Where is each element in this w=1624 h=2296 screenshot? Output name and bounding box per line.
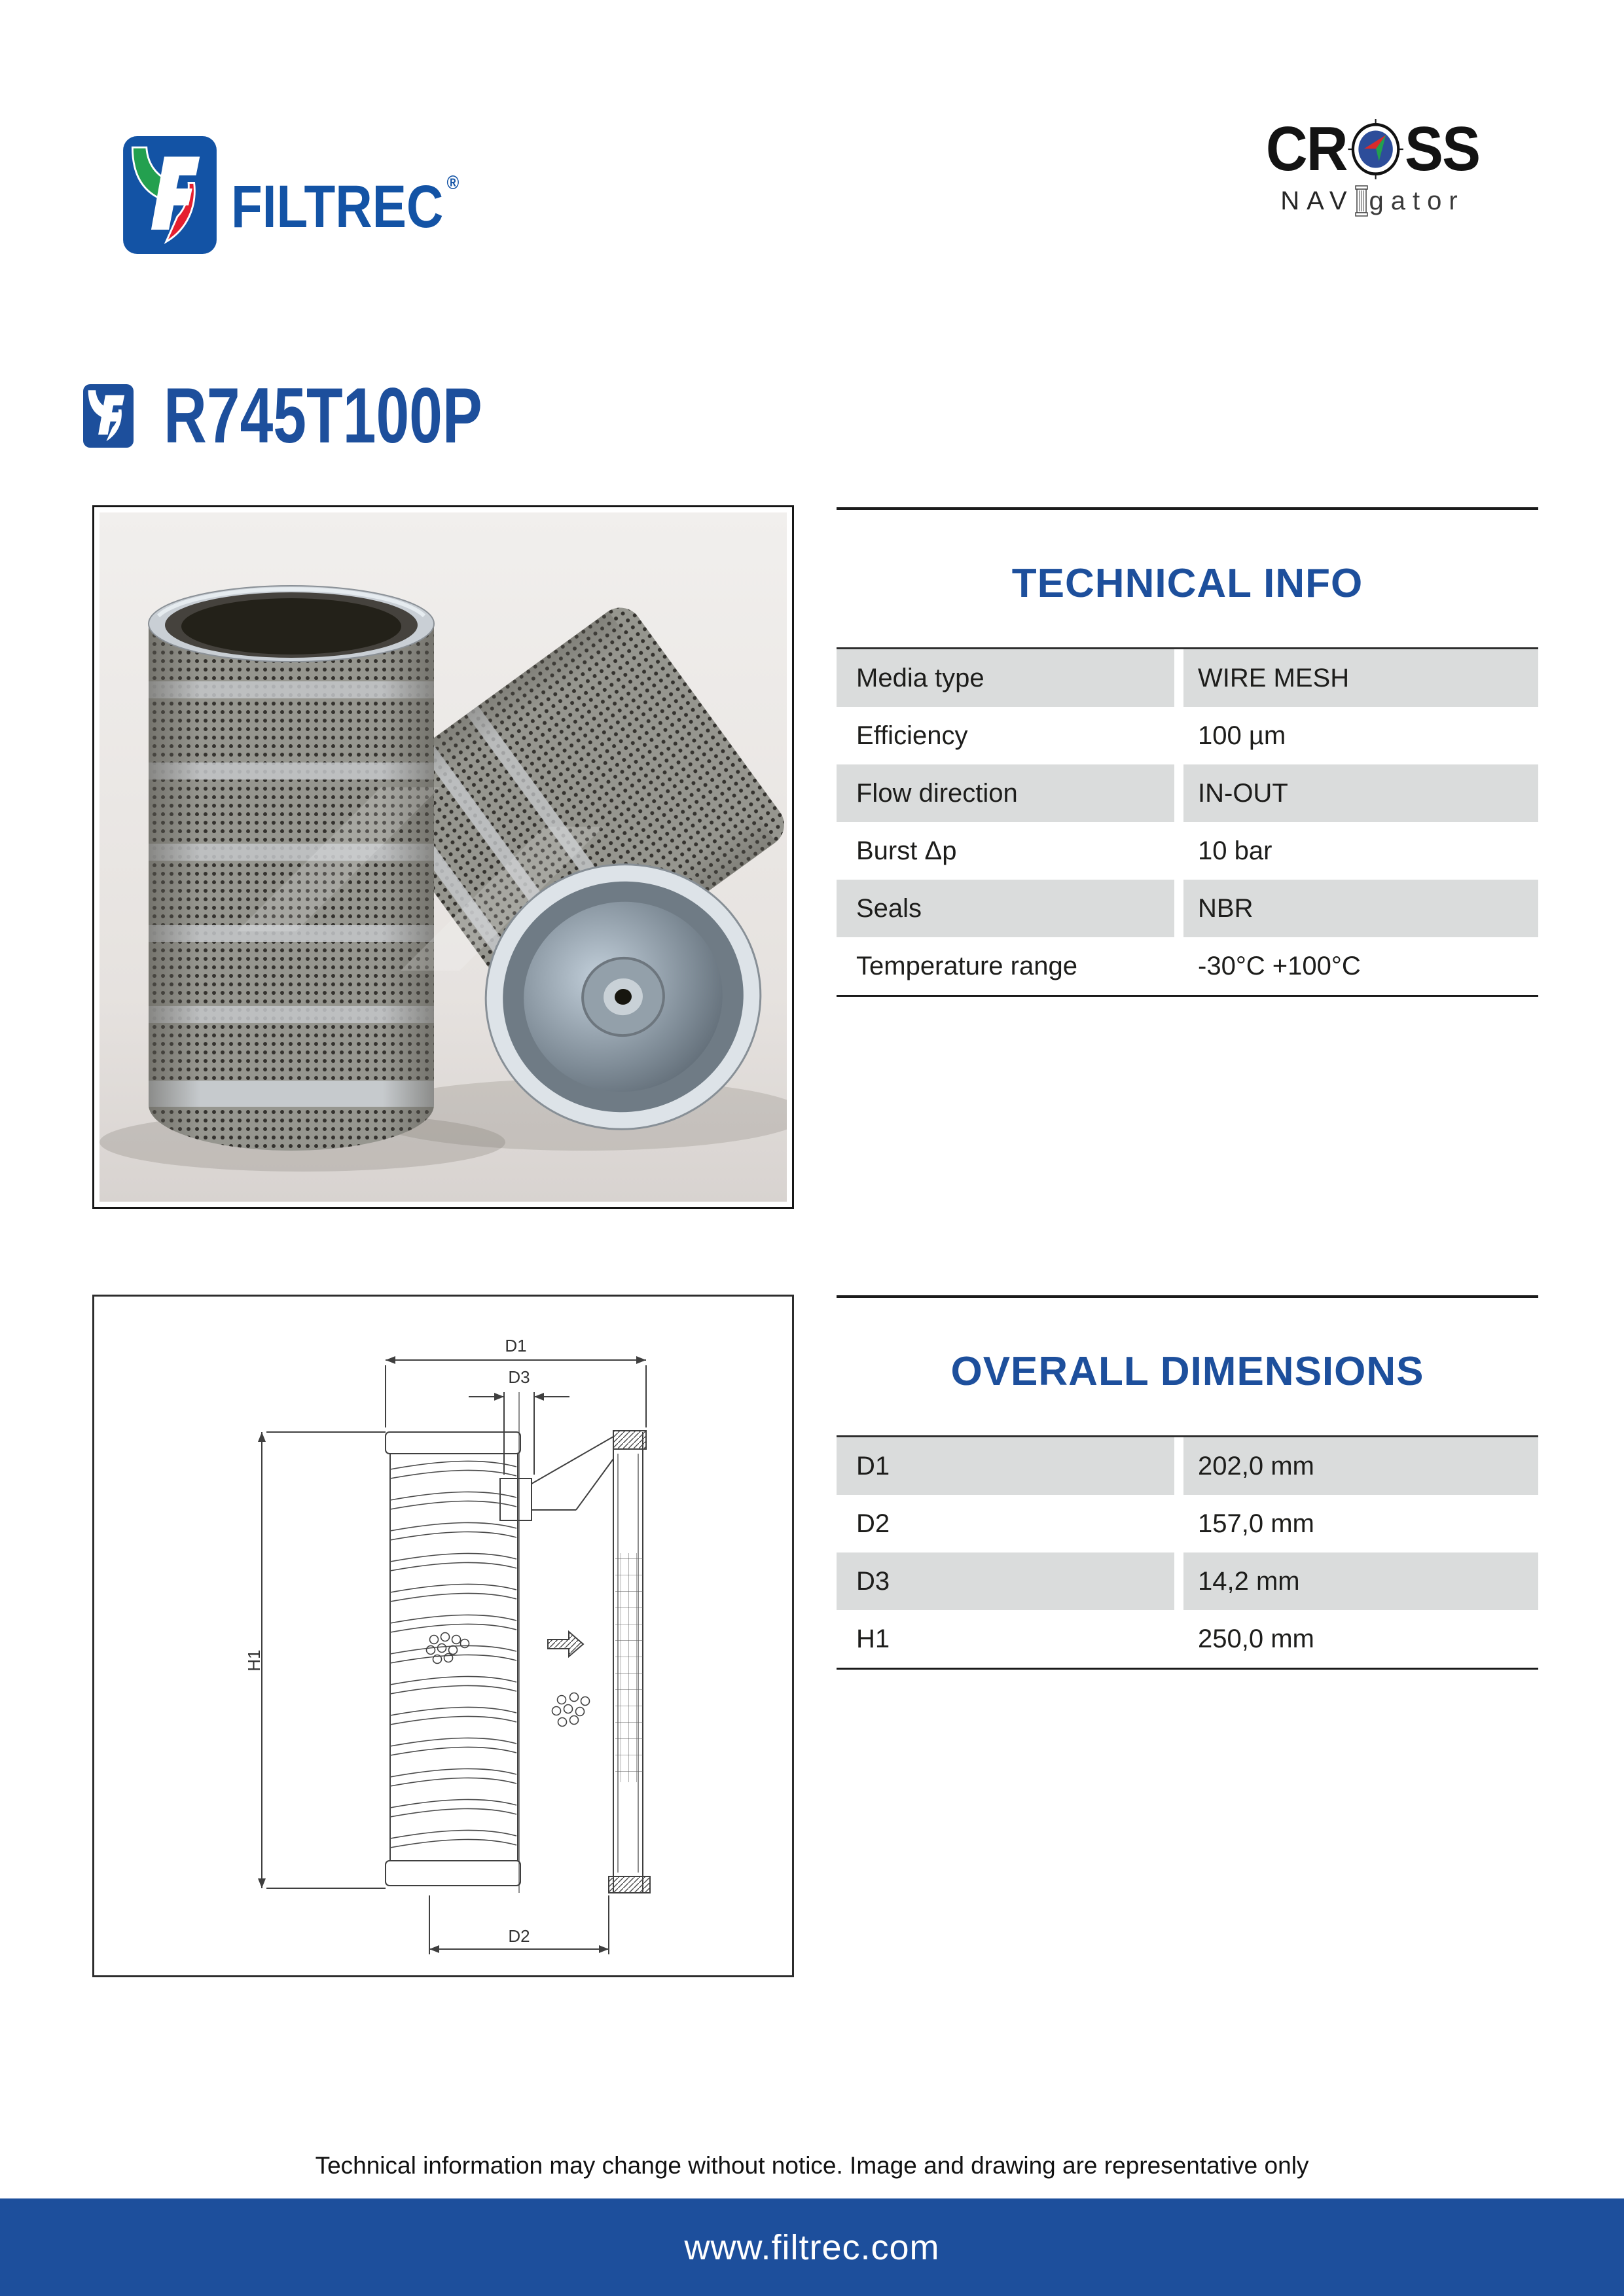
footer-bar (0, 2198, 1624, 2296)
row-value: WIRE MESH (1183, 649, 1538, 707)
table-row (837, 937, 1538, 995)
row-label: Burst Δp (856, 836, 957, 865)
disclaimer-text: Technical information may change without notice. Image and drawing are representative only (315, 2152, 1309, 2179)
row-value: NBR (1183, 880, 1538, 937)
row-value: 100 µm (1198, 721, 1286, 750)
product-code: R745T100P (164, 372, 482, 459)
row-label: Efficiency (856, 721, 968, 750)
overall-dimensions-table (837, 1435, 1538, 1670)
product-code-icon (83, 384, 134, 448)
row-value: 157,0 mm (1198, 1509, 1314, 1538)
table-row (837, 880, 1538, 937)
row-label: Seals (837, 880, 1174, 937)
table-row (837, 1437, 1538, 1495)
technical-info-rule (837, 507, 1538, 510)
filtrec-logo (123, 124, 499, 266)
row-label: Media type (837, 649, 1174, 707)
column-icon (1355, 185, 1368, 217)
cross-navigator-line1: CR SS (1265, 114, 1480, 184)
website-url: www.filtrec.com (684, 2227, 940, 2267)
row-label: D3 (837, 1552, 1174, 1610)
overall-dimensions-title: OVERALL DIMENSIONS (950, 1349, 1424, 1394)
technical-info-table (837, 647, 1538, 997)
table-row (837, 649, 1538, 707)
table-row (837, 1610, 1538, 1668)
registered-mark: ® (446, 172, 460, 194)
row-value: 202,0 mm (1183, 1437, 1538, 1495)
technical-drawing-frame (92, 1295, 794, 1977)
table-row (837, 1552, 1538, 1610)
compass-icon (1348, 119, 1404, 179)
table-row (837, 822, 1538, 880)
technical-info-title: TECHNICAL INFO (1011, 561, 1363, 606)
overall-dimensions-rule (837, 1295, 1538, 1298)
row-value: 250,0 mm (1198, 1624, 1314, 1653)
row-value: 10 bar (1198, 836, 1272, 865)
table-row (837, 707, 1538, 764)
technical-drawing (94, 1297, 792, 1975)
product-header (83, 372, 583, 459)
product-photo-frame (92, 505, 794, 1209)
table-row (837, 1495, 1538, 1552)
row-value: -30°C +100°C (1198, 951, 1361, 980)
dim-label-d1: D1 (505, 1336, 527, 1355)
table-row (837, 764, 1538, 822)
dim-label-h1: H1 (244, 1649, 264, 1672)
row-label: Temperature range (856, 951, 1077, 980)
row-value: 14,2 mm (1183, 1552, 1538, 1610)
filtrec-logo-icon (123, 136, 217, 254)
row-label: H1 (856, 1624, 890, 1653)
product-photo (99, 512, 787, 1202)
flow-arrow-icon (548, 1632, 583, 1657)
cross-navigator-logo (1245, 114, 1500, 217)
row-label: D1 (837, 1437, 1174, 1495)
cross-navigator-line2: NAV gator (1245, 185, 1500, 217)
dim-label-d2: D2 (508, 1926, 530, 1946)
dim-label-d3: D3 (508, 1367, 530, 1387)
row-value: IN-OUT (1183, 764, 1538, 822)
row-label: D2 (856, 1509, 890, 1538)
row-label: Flow direction (837, 764, 1174, 822)
filtrec-logo-text: FILTREC ® (231, 172, 460, 240)
